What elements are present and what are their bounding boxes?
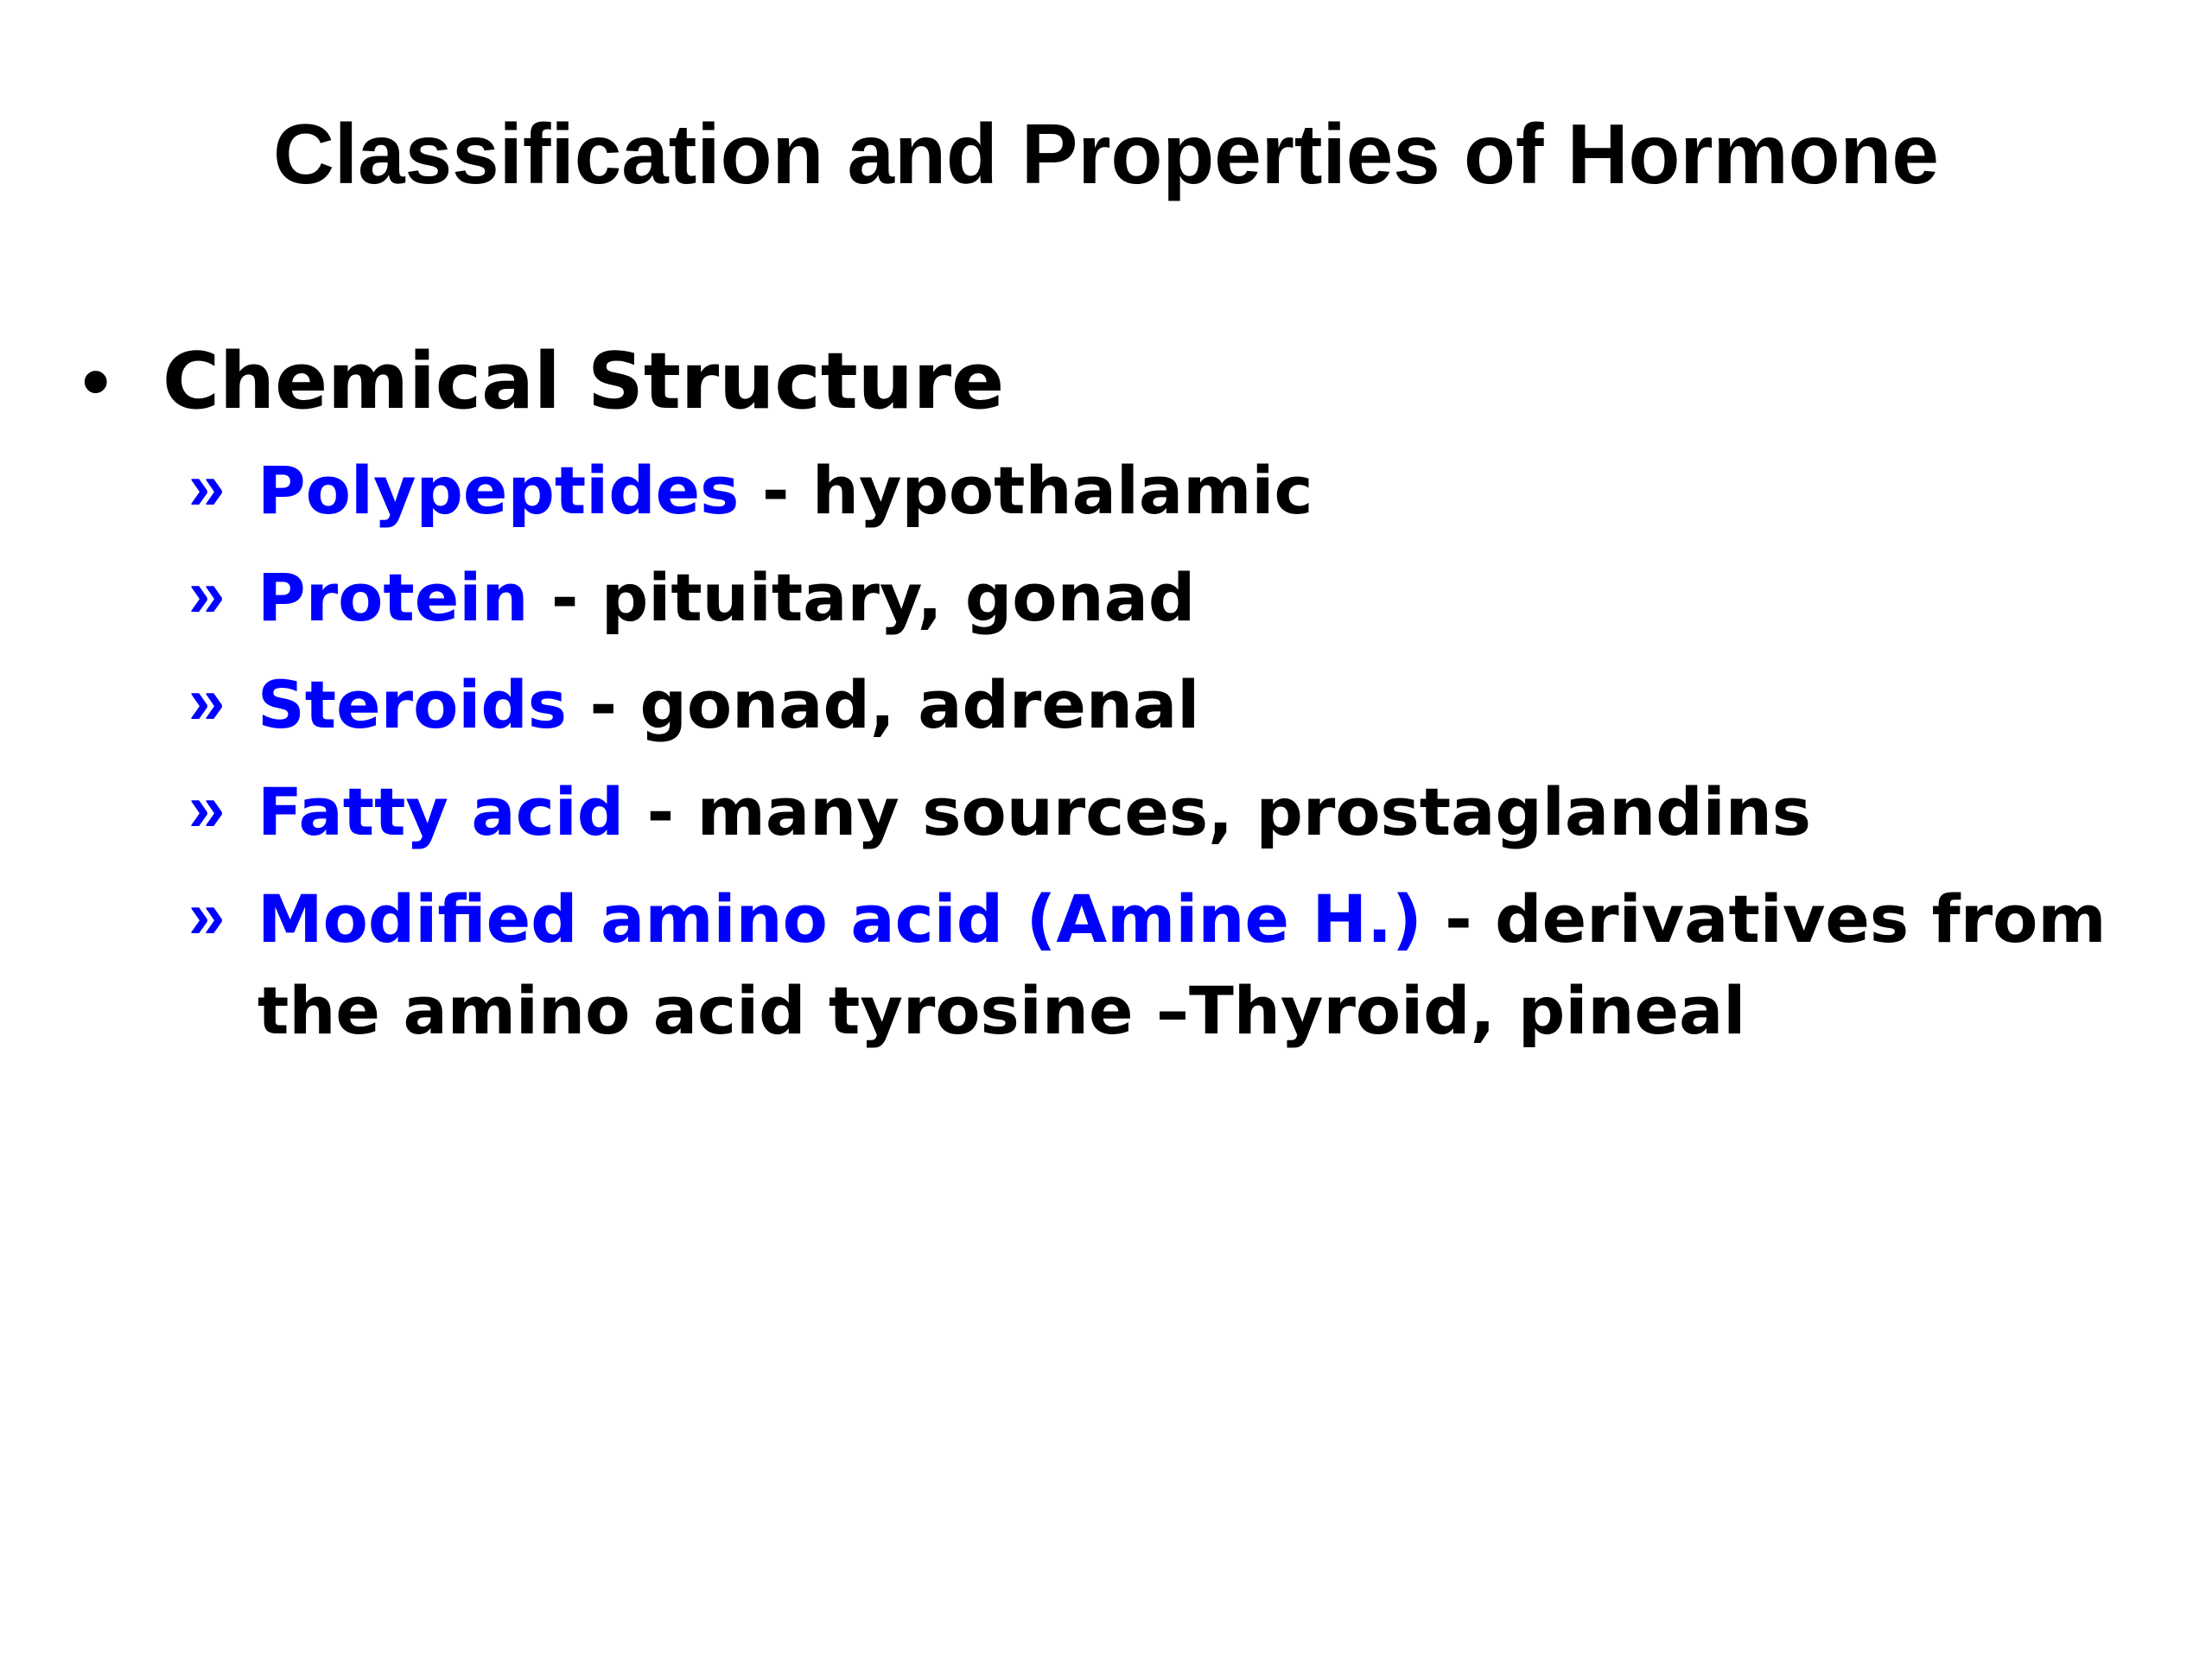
sub-item-modified-amino-acid [188, 874, 2133, 1057]
chevron-bullet-icon: » [188, 772, 226, 845]
sub-item-polypeptides [188, 445, 2133, 537]
sub-item-protein [188, 552, 2133, 644]
item-term: Steroids [257, 666, 567, 743]
chevron-bullet-icon: » [188, 557, 226, 631]
chevron-bullet-icon: » [188, 664, 226, 738]
item-description: - derivatives from the amino acid tyrosine –Thyroid, pineal [257, 880, 2107, 1049]
item-term: Polypeptides [257, 452, 740, 529]
item-term: Modified amino acid (Amine H.) [257, 880, 1422, 957]
chevron-bullet-icon: » [188, 879, 226, 952]
bullet-chemical-structure [82, 330, 1004, 434]
sub-item-fatty-acid [188, 766, 2133, 858]
chevron-bullet-icon: » [188, 450, 226, 524]
item-description: - many sources, prostaglandins [624, 773, 1812, 850]
slide-title: Classification and Properties of Hormone [273, 106, 1939, 201]
sub-bullet-list [188, 445, 2133, 1072]
item-term: Fatty acid [257, 773, 625, 850]
item-description: - hypothalamic [739, 452, 1313, 529]
section-heading: Chemical Structure [162, 336, 1005, 427]
bullet-dot: • [82, 339, 110, 425]
sub-item-steroids [188, 659, 2133, 751]
item-description: - gonad, adrenal [567, 666, 1200, 743]
item-term: Protein [257, 559, 529, 636]
item-description: - pituitary, gonad [528, 559, 1196, 636]
